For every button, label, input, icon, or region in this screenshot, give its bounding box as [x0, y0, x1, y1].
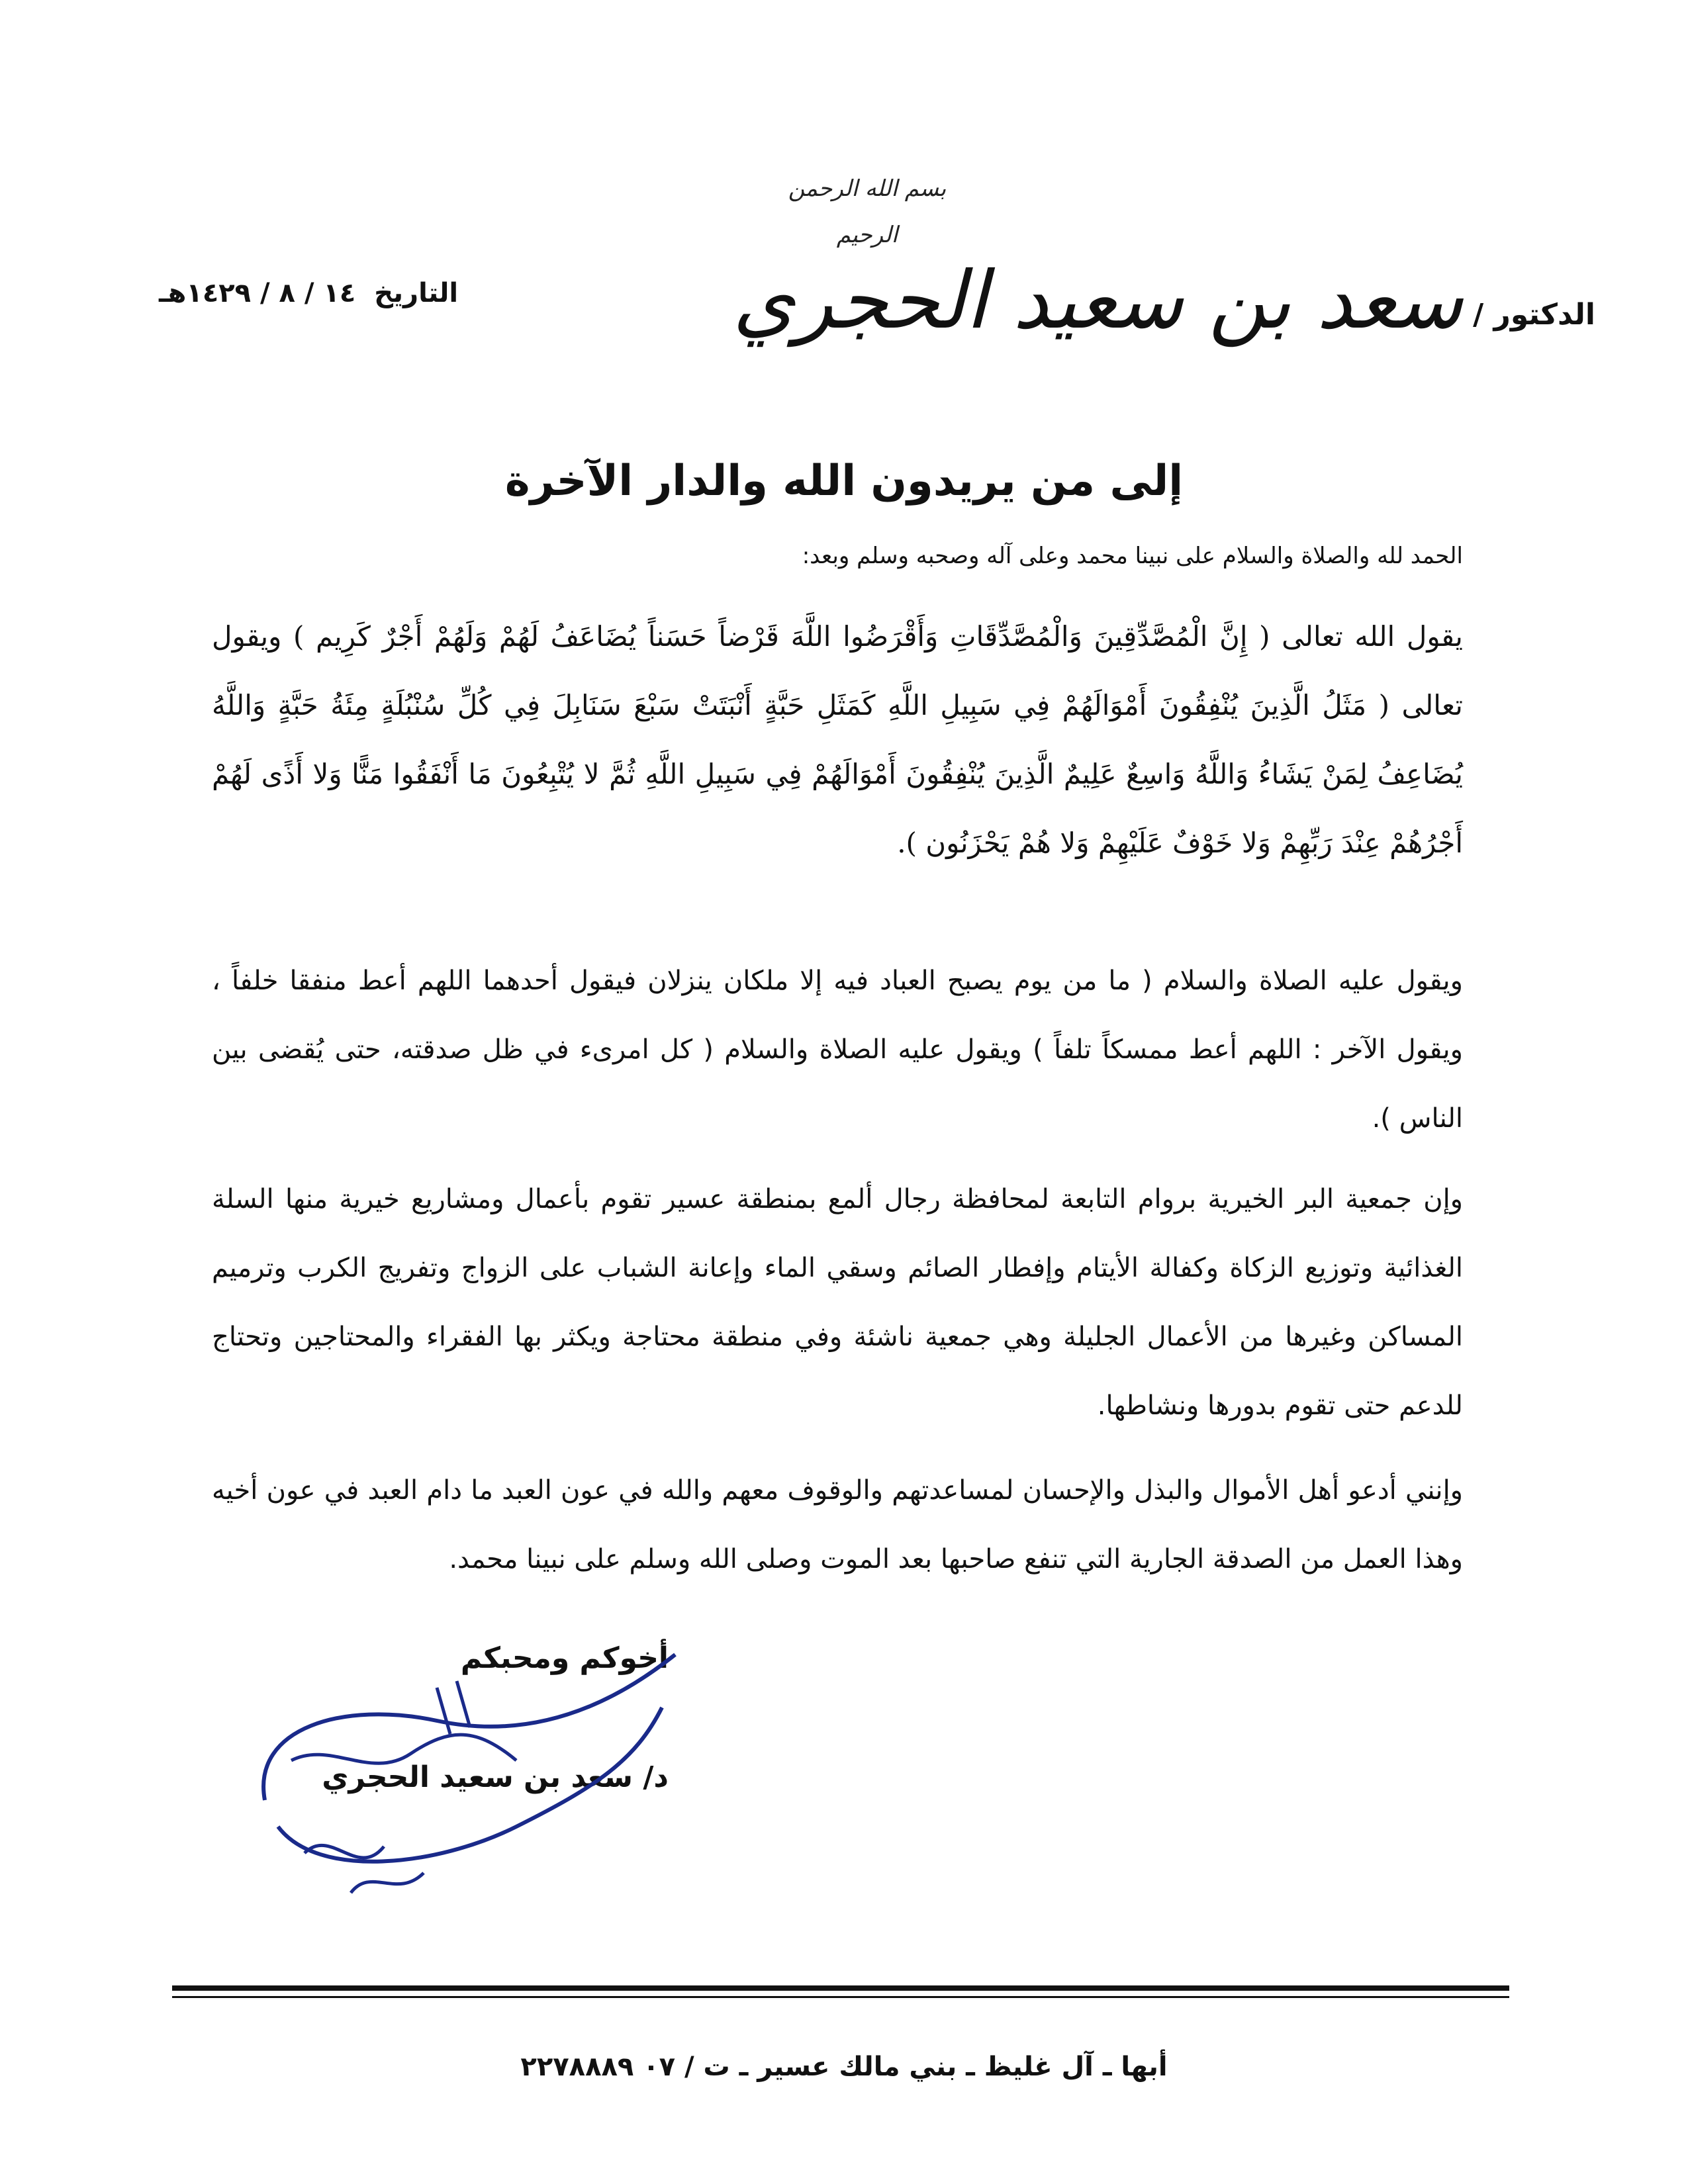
date-block: [159, 278, 458, 308]
signoff-name: د/ سعد بن سعيد الحجري: [322, 1760, 669, 1794]
paragraph-quran-verses: يقول الله تعالى ( إِنَّ الْمُصَّدِّقِينَ وَالْمُصَّدِّقَاتِ وَأَقْرَضُوا اللَّهَ قَرْضاً حَسَناً يُضَاعَفُ لَهُمْ وَلَهُمْ أَجْرٌ كَرِيم ) ويقول تعالى ( مَثَلُ الَّذِينَ يُنْفِقُونَ أَمْوَالَهُمْ فِي سَبِيلِ اللَّهِ كَمَثَلِ حَبَّةٍ أَنْبَتَتْ سَبْعَ سَنَابِلَ فِي كُلِّ سُنْبُلَةٍ مِئَةُ حَبَّةٍ وَاللَّهُ يُضَاعِفُ لِمَنْ يَشَاءُ وَاللَّهُ وَاسِعٌ عَلِيمٌ الَّذِينَ يُنْفِقُونَ أَمْوَالَهُمْ فِي سَبِيلِ اللَّهِ ثُمَّ لا يُتْبِعُونَ مَا أَنْفَقُوا مَنًّا وَلا أَذًى لَهُمْ أَجْرُهُمْ عِنْدَ رَبِّهِمْ وَلا خَوْفٌ عَلَيْهِمْ وَلا هُمْ يَحْزَنُون ).: [212, 620, 1464, 859]
paragraph-hadith: ويقول عليه الصلاة والسلام ( ما من يوم يصبح العباد فيه إلا ملكان ينزلان فيقول أحدهما اللهم أعط منفقا خلفاً ، ويقول الآخر : اللهم أعط ممسكاً تلفاً ) ويقول عليه الصلاة والسلام ( كل امرىء في ظل صدقته، حتى يُقضى بين الناس ).: [212, 966, 1463, 1134]
paragraph-charity-description: وإن جمعية البر الخيرية بروام التابعة لمحافظة رجال ألمع بمنطقة عسير تقوم بأعمال ومشاريع خيرية منها السلة الغذائية وتوزيع الزكاة وكفالة الأيتام وإفطار الصائم وسقي الماء وإعانة الشباب على الزواج وتفريج الكرب وترميم المساكن وغيرها من الأعمال الجليلة وهي جمعية ناشئة وفي منطقة محتاجة ويكثر بها الفقراء والمحتاجين وتحتاج للدعم حتى تقوم بدورها ونشاطها.: [212, 1184, 1463, 1421]
name-calligraphy: سعد بن سعيد الحجري: [732, 255, 1463, 347]
footer-divider: [172, 1985, 1509, 2005]
paragraph-appeal: وإنني أدعو أهل الأموال والبذل والإحسان لمساعدتهم والوقوف معهم والله في عون العبد ما دام العبد في عون أخيه وهذا العمل من الصدقة الجارية التي تنفع صاحبها بعد الموت وصلى الله وسلم على نبينا محمد.: [212, 1475, 1463, 1574]
signoff-greeting: أخوكم ومحبكم: [460, 1641, 669, 1675]
basmala-heading: بسم الله الرحمن الرحيم: [788, 175, 947, 248]
date-label: التاريخ: [374, 278, 459, 308]
title-prefix: الدكتور /: [1473, 298, 1595, 332]
handwritten-signature-icon: [238, 1628, 702, 1906]
greeting-line: الحمد لله والصلاة والسلام على نبينا محمد وعلى آله وصحبه وسلم وبعد:: [802, 543, 1463, 569]
date-value: ١٤ / ٨ / ١٤٢٩هـ: [159, 278, 356, 308]
letterhead: [93, 238, 1595, 364]
footer-address: أبها ـ آل غليظ ـ بني مالك عسير ـ ت / ٠٧ ٢٢٧٨٨٨٩: [520, 2052, 1168, 2082]
letter-title: إلى من يريدون الله والدار الآخرة: [504, 457, 1184, 506]
